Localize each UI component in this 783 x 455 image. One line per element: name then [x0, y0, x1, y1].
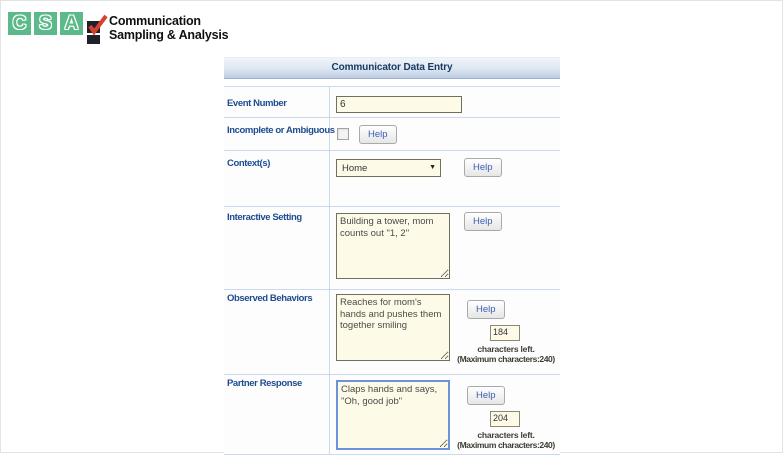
chevron-down-icon: ▼: [429, 164, 436, 171]
partner-response-label: Partner Response: [224, 375, 330, 454]
csa-letter-tile-s: [34, 12, 57, 35]
observed-behaviors-chars-left-label: characters left.: [477, 344, 535, 354]
csa-letter-tiles: [8, 12, 83, 35]
partner-response-field-cell: [330, 375, 560, 454]
incomplete-field-cell: [330, 118, 560, 150]
observed-behaviors-help-row: [467, 299, 559, 319]
partner-response-chars-left-label: characters left.: [477, 430, 535, 440]
panel-header-gap: [224, 79, 560, 86]
csa-letter-c: C: [12, 12, 27, 34]
partner-response-help-row: [467, 385, 559, 405]
row-incomplete-or-ambiguous: [224, 118, 560, 151]
observed-behaviors-max-chars-label: (Maximum characters:240): [457, 354, 555, 364]
interactive-setting-label: Interactive Setting: [224, 207, 330, 289]
observed-behaviors-help-button[interactable]: Help: [467, 300, 505, 319]
partner-response-max-chars-label: (Maximum characters:240): [457, 440, 555, 450]
form-table: [224, 86, 560, 455]
row-contexts: [224, 151, 560, 207]
incomplete-or-ambiguous-checkbox[interactable]: [337, 128, 349, 140]
incomplete-or-ambiguous-label: Incomplete or Ambiguous: [224, 118, 330, 150]
partner-response-counter-column: [453, 375, 559, 450]
row-observed-behaviors: [224, 290, 560, 375]
observed-behaviors-counter-column: [453, 290, 559, 364]
wordmark-line1: Communication: [109, 14, 201, 28]
logo-wordmark: [109, 14, 228, 42]
csa-letter-tile-a: [60, 12, 83, 35]
communicator-data-entry-panel: [224, 57, 560, 455]
observed-behaviors-field-cell: [330, 290, 560, 374]
panel-title: Communicator Data Entry: [224, 57, 560, 79]
observed-behaviors-chars-left-box: 184: [490, 325, 520, 341]
row-event-number: [224, 87, 560, 118]
csa-letter-s: S: [39, 12, 52, 34]
csa-logo: [8, 12, 228, 46]
contexts-help-button[interactable]: Help: [464, 158, 502, 177]
incomplete-help-button[interactable]: Help: [359, 125, 397, 144]
event-number-input[interactable]: [336, 96, 462, 113]
interactive-setting-field-cell: [330, 207, 560, 289]
contexts-selected-option: Home: [342, 163, 368, 174]
partner-response-help-button[interactable]: Help: [467, 386, 505, 405]
partner-response-textarea[interactable]: [336, 380, 450, 450]
csa-letter-a: A: [64, 12, 79, 34]
csa-letter-tile-c: [8, 12, 31, 35]
event-number-field-cell: [330, 87, 560, 117]
interactive-setting-help-button[interactable]: Help: [464, 212, 502, 231]
check-icon: [87, 16, 103, 46]
contexts-select[interactable]: [336, 159, 441, 177]
red-checkmark-icon: [87, 13, 109, 39]
partner-response-chars-left-box: 204: [490, 411, 520, 427]
observed-behaviors-label: Observed Behaviors: [224, 290, 330, 374]
contexts-field-cell: [330, 151, 560, 206]
observed-behaviors-textarea[interactable]: [336, 294, 450, 361]
interactive-setting-textarea[interactable]: [336, 213, 450, 279]
wordmark-line2: Sampling & Analysis: [109, 28, 229, 42]
row-partner-response: [224, 375, 560, 455]
row-interactive-setting: [224, 207, 560, 290]
event-number-label: Event Number: [224, 87, 330, 117]
contexts-label: Context(s): [224, 151, 330, 206]
